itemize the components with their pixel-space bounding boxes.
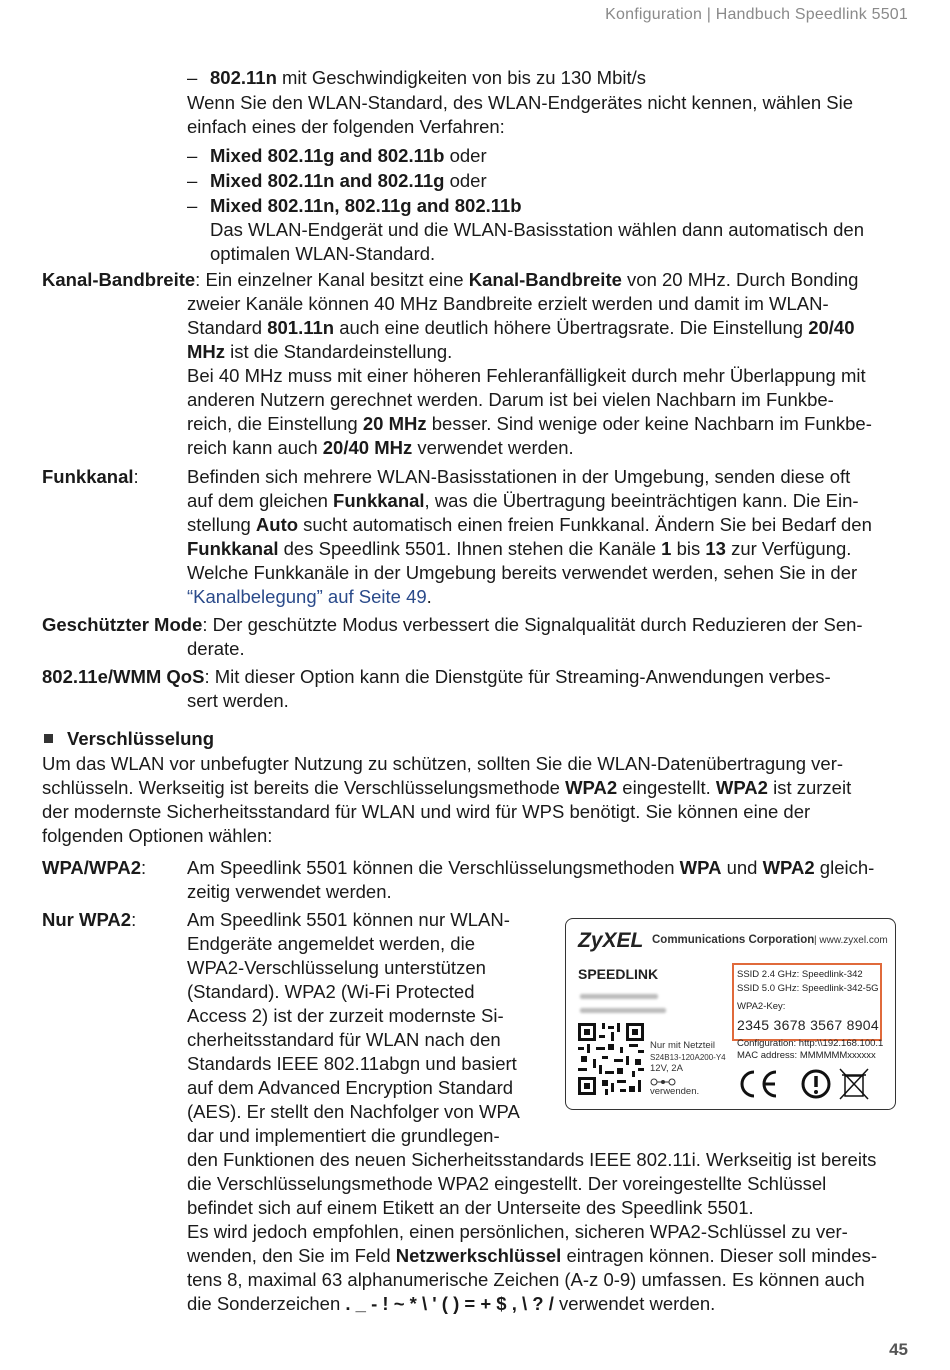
mac-address: MAC address: MMMMMMxxxxxx: [737, 1050, 876, 1061]
text: : Ein einzelner Kanal besitzt eine: [195, 269, 469, 290]
paragraph-line: [187, 489, 859, 513]
text: verwendet werden.: [412, 437, 574, 458]
paragraph-line: zeitig verwendet werden.: [187, 881, 392, 902]
paragraph-line: [187, 1244, 877, 1268]
bold-term: Nur WPA2: [42, 909, 132, 930]
paragraph-line: befindet sich auf einem Etikett an der Unterseite des Speedlink 5501.: [187, 1197, 754, 1218]
paragraph-line: [187, 537, 851, 561]
text: wenden, den Sie im Feld: [187, 1245, 396, 1266]
label-corp: Communications Corporation: [652, 934, 815, 946]
dash: –: [187, 145, 198, 166]
paragraph-line: Bei 40 MHz muss mit einer höheren Fehleranfälligkeit durch mehr Überlappung mit: [187, 365, 866, 386]
paragraph-line: [187, 585, 432, 609]
device-label-image: [565, 918, 896, 1110]
page-number: 45: [889, 1340, 908, 1359]
text: eingestellt.: [617, 777, 716, 798]
text: ist die Standardeinstellung.: [225, 341, 453, 362]
paragraph-line: Um das WLAN vor unbefugter Nutzung zu schützen, sollten Sie die WLAN-Datenübertragung ver-: [42, 753, 844, 774]
text: :: [141, 857, 147, 878]
bold-term: Netzwerkschlüssel: [395, 1245, 562, 1266]
text: zur Verfügung.: [725, 538, 852, 559]
text: bis: [671, 538, 706, 559]
ssid-50: SSID 5.0 GHz: Speedlink-342-5G: [737, 983, 879, 994]
bold-term: WPA2: [762, 857, 815, 878]
blurred-serial: [580, 1008, 666, 1013]
paragraph-line: Endgeräte angemeldet werden, die: [187, 933, 475, 954]
section-heading: [44, 727, 214, 751]
bold-term: 13: [705, 538, 726, 559]
bold-term: 20/40 MHz: [322, 437, 413, 458]
power-note-2: verwenden.: [650, 1086, 700, 1097]
term-label: [42, 908, 136, 932]
text: die Sonderzeichen: [187, 1293, 346, 1314]
paragraph-line: [187, 856, 874, 880]
text: oder: [444, 145, 487, 166]
text: Standard: [187, 317, 268, 338]
text: von 20 MHz. Durch Bonding: [621, 269, 859, 290]
dash: –: [187, 195, 198, 216]
bold-term: WPA2: [715, 777, 768, 798]
text: eintragen können. Dieser soll mindes-: [561, 1245, 878, 1266]
paragraph-line: Es wird jedoch empfohlen, einen persönlichen, sicheren WPA2-Schlüssel zu ver-: [187, 1221, 848, 1242]
paragraph-line: tens 8, maximal 63 alphanumerische Zeichen (A-z 0-9) umfassen. Es können auch: [187, 1269, 865, 1290]
text: :: [131, 909, 137, 930]
text: schlüsseln. Werkseitig ist bereits die Verschlüsselungsmethode: [42, 777, 566, 798]
paragraph-line: (AES). Er stellt den Nachfolger von WPA: [187, 1101, 520, 1122]
text: :: [133, 466, 139, 487]
text: : Mit dieser Option kann die Dienstgüte für Streaming-Anwendungen verbes-: [204, 666, 831, 687]
bold-term: Auto: [255, 514, 299, 535]
paragraph-line: (Standard). WPA2 (Wi-Fi Protected: [187, 981, 475, 1002]
paragraph-line: den Funktionen des neuen Sicherheitsstandards IEEE 802.11i. Werkseitig ist bereits: [187, 1149, 877, 1170]
paragraph-line: [187, 513, 872, 537]
text: .: [426, 586, 432, 607]
bold-term: 1: [661, 538, 672, 559]
bold-term: 20 MHz: [362, 413, 427, 434]
wpa-key-value: 2345 3678 3567 8904: [737, 1017, 879, 1033]
paragraph-line: auf dem Advanced Encryption Standard: [187, 1077, 514, 1098]
bold-term: . _ - ! ~ * \ ' ( ) = + $ , \ ? /: [345, 1293, 554, 1314]
bold-term: Funkkanal: [42, 466, 134, 487]
text: Am Speedlink 5501 können die Verschlüsselungsmethoden: [187, 857, 680, 878]
paragraph-line: Das WLAN-Endgerät und die WLAN-Basisstation wählen dann automatisch den: [210, 219, 865, 240]
text: : Der geschützte Modus verbessert die Signalqualität durch Reduzieren der Sen-: [202, 614, 863, 635]
label-product: SPEEDLINK: [578, 966, 659, 982]
dash: –: [187, 170, 198, 191]
text: ist zurzeit: [767, 777, 852, 798]
text: des Speedlink 5501. Ihnen stehen die Kanäle: [278, 538, 662, 559]
ssid-24: SSID 2.4 GHz: Speedlink-342: [737, 969, 863, 980]
dash: –: [187, 67, 198, 88]
bold-term: Mixed 802.11g and 802.11b: [210, 145, 445, 166]
paragraph-line: cherheitsstandard für WLAN nach den: [187, 1029, 501, 1050]
config-url: Configuration: http:\\192.168.100.1: [737, 1038, 884, 1049]
text: , was die Übertragung beeinträchtigen kann. Die Ein-: [424, 490, 859, 511]
bold-term: Funkkanal: [333, 490, 425, 511]
term-label: Kanal-Bandbreite: [42, 269, 196, 290]
term-label: Geschützter Mode: [42, 614, 203, 635]
text: oder: [444, 170, 487, 191]
text: besser. Sind wenige oder keine Nachbarn im Funkbe-: [426, 413, 872, 434]
text: und: [721, 857, 763, 878]
list-item: [187, 66, 646, 90]
blurred-serial: [580, 994, 658, 999]
bold-term: Mixed 802.11n, 802.11g and 802.11b: [210, 195, 522, 216]
paragraph-line: Wenn Sie den WLAN-Standard, des WLAN-Endgerätes nicht kennen, wählen Sie: [187, 92, 854, 113]
power-model: S24B13-120A200-Y4: [650, 1053, 726, 1062]
paragraph-line: der modernste Sicherheitsstandard für WLAN und wird für WPS benötigt. Sie können eine der: [42, 801, 811, 822]
paragraph-line: [187, 436, 574, 460]
bullet-square-icon: [44, 734, 53, 743]
bold-term: Funkkanal: [187, 538, 279, 559]
label-web: | www.zyxel.com: [814, 935, 888, 946]
text: reich kann auch: [187, 437, 323, 458]
paragraph-line: die Verschlüsselungsmethode WPA2 eingestellt. Der voreingestellte Schlüssel: [187, 1173, 827, 1194]
paragraph-line: Welche Funkkanäle in der Umgebung bereits verwendet werden, sehen Sie in der: [187, 562, 858, 583]
qr-code-icon: [578, 1022, 644, 1096]
text: auf dem gleichen: [187, 490, 334, 511]
list-item: [187, 194, 522, 218]
power-rating: 12V, 2A: [650, 1063, 683, 1074]
paragraph-line: Standards IEEE 802.11abgn und basiert: [187, 1053, 517, 1074]
bold-term: Kanal-Bandbreite: [468, 269, 622, 290]
bold-term: WPA/WPA2: [42, 857, 142, 878]
text: stellung: [187, 514, 256, 535]
paragraph-line: [187, 412, 872, 436]
text: sucht automatisch einen freien Funkkanal. Ändern Sie bei Bedarf den: [298, 514, 872, 535]
paragraph-line: [187, 316, 855, 340]
paragraph-line: Befinden sich mehrere WLAN-Basisstationen in der Umgebung, senden diese oft: [187, 466, 851, 487]
definition-line: [42, 268, 858, 292]
list-item: [187, 144, 487, 168]
text: auch eine deutlich höhere Übertragsrate. Die Einstellung: [334, 317, 809, 338]
paragraph-line: dar und implementiert die grundlegen-: [187, 1125, 500, 1146]
paragraph-line: derate.: [187, 638, 245, 659]
paragraph-line: anderen Nutzern gerechnet werden. Darum ist bei vielen Nachbarn im Funkbe-: [187, 389, 834, 410]
running-header: Konfiguration | Handbuch Speedlink 5501: [605, 6, 908, 23]
bold-term: 20/40: [808, 317, 855, 338]
text: verwendet werden.: [553, 1293, 716, 1314]
text: gleich-: [814, 857, 875, 878]
cross-reference-link[interactable]: “Kanalbelegung” auf Seite 49: [187, 586, 427, 607]
paragraph-line: [187, 1292, 715, 1316]
power-note: Nur mit Netzteil: [650, 1040, 715, 1051]
paragraph-line: zweier Kanäle können 40 MHz Bandbreite erzielt werden und damit im WLAN-: [187, 293, 829, 314]
bold-term: WPA: [679, 857, 722, 878]
paragraph-line: einfach eines der folgenden Verfahren:: [187, 116, 505, 137]
paragraph-line: [187, 340, 452, 364]
paragraph-line: Am Speedlink 5501 können nur WLAN-: [187, 909, 510, 930]
wpa-key-label: WPA2-Key:: [737, 1001, 786, 1012]
definition-line: [42, 613, 863, 637]
bold-term: Mixed 802.11n and 802.11g: [210, 170, 445, 191]
bold-term: 802.11n: [210, 67, 277, 88]
term-label: 802.11e/WMM QoS: [42, 666, 205, 687]
paragraph-line: folgenden Optionen wählen:: [42, 825, 273, 846]
bold-term: WPA2: [565, 777, 618, 798]
certification-marks-icon: [736, 1067, 886, 1101]
bold-term: MHz: [187, 341, 226, 362]
zyxel-logo: ZyXEL: [578, 929, 644, 952]
paragraph-line: sert werden.: [187, 690, 289, 711]
heading-text: Verschlüsselung: [67, 728, 215, 749]
paragraph-line: optimalen WLAN-Standard.: [210, 243, 436, 264]
text: reich, die Einstellung: [187, 413, 363, 434]
text: mit Geschwindigkeiten von bis zu 130 Mbit/s: [276, 67, 647, 88]
definition-line: [42, 665, 831, 689]
paragraph-line: [42, 776, 851, 800]
paragraph-line: Access 2) ist der zurzeit modernste Si-: [187, 1005, 504, 1026]
term-label: [42, 856, 146, 880]
bold-term: 801.11n: [267, 317, 335, 338]
term-label: [42, 465, 139, 489]
paragraph-line: WPA2-Verschlüsselung unterstützen: [187, 957, 486, 978]
list-item: [187, 169, 487, 193]
